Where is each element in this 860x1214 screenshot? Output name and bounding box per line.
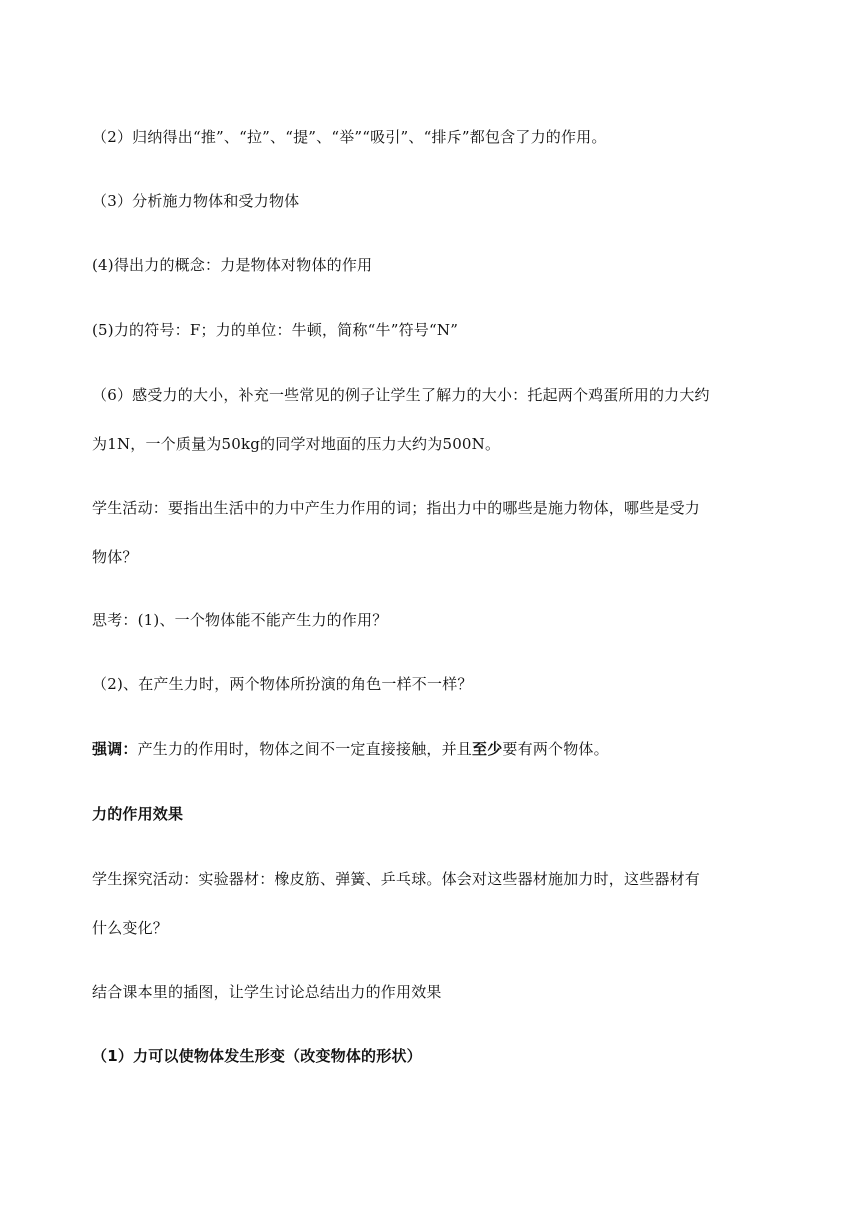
paragraph-line: 物体？: [92, 548, 138, 566]
paragraph-line: (5)力的符号：F；力的单位：牛顿，简称“牛”符号“N”: [92, 321, 459, 339]
paragraph-line: 学生活动：要指出生活中的力中产生力作用的词；指出力中的哪些是施力物体，哪些是受力: [92, 499, 701, 517]
emphasis-paragraph: [92, 739, 609, 759]
emphasis-label: 强调：: [92, 740, 138, 758]
subheading-line: （1）力可以使物体发生形变（改变物体的形状）: [92, 1047, 422, 1065]
paragraph-line: 什么变化？: [92, 919, 169, 937]
paragraph-line: (4)得出力的概念：力是物体对物体的作用: [92, 256, 373, 274]
paragraph-line: （6）感受力的大小，补充一些常见的例子让学生了解力的大小：托起两个鸡蛋所用的力大约: [92, 386, 710, 404]
paragraph-line: （2)、在产生力时，两个物体所扮演的角色一样不一样？: [92, 675, 473, 693]
paragraph-line: （3）分析施力物体和受力物体: [92, 192, 300, 210]
emphasis-text: 产生力的作用时，物体之间不一定直接接触，并且: [137, 740, 473, 758]
paragraph-line: 结合课本里的插图，让学生讨论总结出力的作用效果: [92, 983, 442, 1001]
paragraph-line: 为1N，一个质量为50kg的同学对地面的压力大约为500N。: [92, 435, 501, 453]
emphasis-bold-word: 至少: [472, 740, 503, 758]
paragraph-line: 学生探究活动：实验器材：橡皮筋、弹簧、乒乓球。体会对这些器材施加力时，这些器材有: [92, 870, 701, 888]
paragraph-line: 思考：(1)、一个物体能不能产生力的作用？: [92, 611, 388, 629]
emphasis-text-end: 要有两个物体。: [502, 740, 609, 758]
paragraph-line: （2）归纳得出“推”、“拉”、“提”、“举”“吸引”、“排斥”都包含了力的作用。: [92, 128, 607, 146]
section-heading: 力的作用效果: [92, 805, 184, 823]
